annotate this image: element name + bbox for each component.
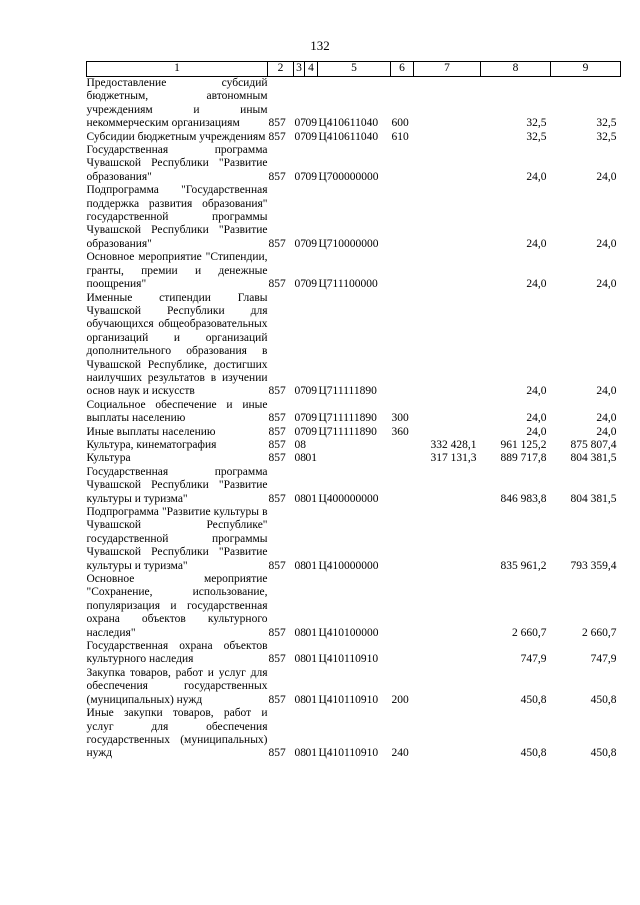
table-row — [87, 292, 621, 399]
row-name: Культура, кинематография — [86, 438, 217, 451]
page-number: 132 — [310, 38, 330, 53]
chapter-code: 857 — [268, 385, 286, 398]
table-row — [87, 131, 621, 144]
amount-col8: 2 660,7 — [512, 626, 547, 639]
row-name: Социальное обеспечение и иные выплаты населению — [86, 398, 268, 425]
section-code: 08 — [294, 626, 306, 639]
row-name: Государственная программа Чувашской Республики "Развитие культуры и туризма" — [86, 465, 268, 505]
amount-col9: 450,8 — [590, 747, 617, 760]
amount-col8: 32,5 — [526, 117, 547, 130]
subsection-code: 01 — [305, 492, 317, 505]
amount-col7 — [414, 506, 481, 573]
row-name: Основное мероприятие "Стипендии, гранты, премии и денежные поощрения" — [86, 251, 268, 291]
amount-col7 — [414, 131, 481, 144]
column-header: 2 — [268, 62, 294, 77]
chapter-code: 857 — [268, 693, 286, 706]
amount-col7 — [414, 144, 481, 184]
target-article-code: Ц711100000 — [318, 278, 378, 291]
row-name: Подпрограмма "Развитие культуры в Чувашской Республике" государственной программы Чувашской Республики "Развитие культуры и туризма" — [86, 506, 268, 572]
amount-col9: 450,8 — [590, 693, 617, 706]
amount-col9: 24,0 — [596, 412, 617, 425]
amount-col8: 24,0 — [526, 385, 547, 398]
table-row — [87, 77, 621, 131]
amount-col8: 24,0 — [526, 237, 547, 250]
table-row — [87, 667, 621, 707]
amount-col9: 24,0 — [596, 385, 617, 398]
subsection-code: 01 — [305, 693, 317, 706]
amount-col7 — [414, 707, 481, 761]
column-header: 6 — [391, 62, 414, 77]
section-code: 08 — [294, 747, 306, 760]
amount-col7 — [414, 292, 481, 399]
section-code: 07 — [294, 237, 306, 250]
chapter-code: 857 — [268, 425, 286, 438]
amount-col9: 804 381,5 — [570, 492, 617, 505]
subsection-code: 01 — [305, 653, 317, 666]
section-code: 07 — [294, 170, 306, 183]
amount-col9: 32,5 — [596, 130, 617, 143]
target-article-code: Ц711111890 — [318, 425, 377, 438]
target-article-code: Ц710000000 — [318, 237, 379, 250]
amount-col7: 332 428,1 — [430, 438, 477, 451]
amount-col9: 2 660,7 — [582, 626, 617, 639]
table-row — [87, 399, 621, 426]
amount-col9: 24,0 — [596, 425, 617, 438]
amount-col8: 32,5 — [526, 130, 547, 143]
expense-type-code: 200 — [391, 693, 409, 706]
expense-type-code — [391, 452, 414, 465]
amount-col8: 889 717,8 — [500, 452, 547, 465]
column-number-header — [87, 62, 621, 77]
column-header: 8 — [481, 62, 551, 77]
subsection-code: 01 — [305, 559, 317, 572]
table-row — [87, 144, 621, 184]
table-row — [87, 439, 621, 452]
target-article-code — [318, 452, 391, 465]
amount-col7 — [414, 573, 481, 640]
section-code: 08 — [294, 438, 306, 451]
amount-col7 — [414, 640, 481, 667]
expense-type-code: 360 — [391, 425, 409, 438]
section-code: 07 — [294, 425, 306, 438]
target-article-code: Ц410000000 — [318, 559, 379, 572]
amount-col8: 24,0 — [526, 278, 547, 291]
table-row — [87, 506, 621, 573]
table-row — [87, 466, 621, 506]
table-row — [87, 707, 621, 761]
column-header: 9 — [551, 62, 621, 77]
amount-col8: 24,0 — [526, 425, 547, 438]
table-row — [87, 251, 621, 291]
row-name: Именные стипендии Главы Чувашской Республики для обучающихся общеобразовательных организаций и организаций дополнительного образования в Чувашской Республике, достигших наилучших результатов в изучении основ наук и искусств — [86, 291, 268, 398]
amount-col8: 24,0 — [526, 170, 547, 183]
expense-type-code — [391, 439, 414, 452]
subsection-code: 01 — [305, 452, 317, 465]
target-article-code: Ц711111890 — [318, 385, 377, 398]
section-code: 08 — [294, 492, 306, 505]
amount-col8: 24,0 — [526, 412, 547, 425]
section-code: 07 — [294, 385, 306, 398]
subsection-code: 09 — [305, 130, 317, 143]
amount-col7 — [414, 426, 481, 439]
subsection-code — [305, 439, 318, 452]
expense-type-code — [391, 506, 414, 573]
row-name: Подпрограмма "Государственная поддержка развития образования" государственной программы Чувашской Республики "Развитие образования" — [86, 184, 268, 250]
expense-type-code — [391, 251, 414, 291]
amount-col7 — [414, 466, 481, 506]
amount-col8: 961 125,2 — [500, 438, 547, 451]
amount-col7 — [414, 251, 481, 291]
amount-col7 — [414, 667, 481, 707]
row-name: Иные закупки товаров, работ и услуг для обеспечения государственных (муниципальных) нужд — [86, 707, 268, 760]
chapter-code: 857 — [268, 130, 286, 143]
subsection-code: 09 — [305, 237, 317, 250]
amount-col9: 24,0 — [596, 278, 617, 291]
chapter-code: 857 — [268, 117, 286, 130]
column-header: 5 — [318, 62, 391, 77]
chapter-code: 857 — [268, 452, 286, 465]
column-header: 3 — [294, 62, 305, 77]
subsection-code: 09 — [305, 425, 317, 438]
subsection-code: 09 — [305, 385, 317, 398]
amount-col9: 24,0 — [596, 170, 617, 183]
chapter-code: 857 — [268, 747, 286, 760]
chapter-code: 857 — [268, 237, 286, 250]
row-name: Государственная программа Чувашской Республики "Развитие образования" — [86, 144, 268, 183]
amount-col9: 32,5 — [596, 117, 617, 130]
target-article-code: Ц410110910 — [318, 693, 379, 706]
chapter-code: 857 — [268, 492, 286, 505]
expense-type-code: 300 — [391, 412, 409, 425]
section-code: 08 — [294, 653, 306, 666]
expense-type-code — [391, 292, 414, 399]
target-article-code: Ц410611040 — [318, 130, 379, 143]
amount-col7 — [414, 184, 481, 251]
table-row — [87, 426, 621, 439]
target-article-code: Ц711111890 — [318, 412, 377, 425]
target-article-code: Ц410100000 — [318, 626, 379, 639]
expense-type-code — [391, 184, 414, 251]
amount-col9: 875 807,4 — [570, 438, 617, 451]
section-code: 08 — [294, 693, 306, 706]
expense-type-code: 240 — [391, 747, 409, 760]
section-code: 07 — [294, 412, 306, 425]
target-article-code: Ц410611040 — [318, 117, 379, 130]
subsection-code: 01 — [305, 747, 317, 760]
amount-col8: 747,9 — [520, 653, 547, 666]
chapter-code: 857 — [268, 438, 286, 451]
target-article-code: Ц700000000 — [318, 170, 379, 183]
subsection-code: 09 — [305, 278, 317, 291]
expense-type-code: 610 — [391, 130, 409, 143]
target-article-code: Ц400000000 — [318, 492, 379, 505]
row-name: Иные выплаты населению — [86, 425, 216, 438]
target-article-code — [318, 439, 391, 452]
amount-col8: 846 983,8 — [500, 492, 547, 505]
chapter-code: 857 — [268, 170, 286, 183]
amount-col8: 450,8 — [520, 693, 547, 706]
column-header: 1 — [87, 62, 268, 77]
target-article-code: Ц410110910 — [318, 653, 379, 666]
chapter-code: 857 — [268, 412, 286, 425]
table-row — [87, 184, 621, 251]
chapter-code: 857 — [268, 559, 286, 572]
amount-col9: 24,0 — [596, 237, 617, 250]
row-name: Предоставление субсидий бюджетным, автономным учреждениям и иным некоммерческим организациям — [86, 77, 268, 130]
section-code: 08 — [294, 452, 306, 465]
column-header: 7 — [414, 62, 481, 77]
chapter-code: 857 — [268, 626, 286, 639]
table-row — [87, 452, 621, 465]
table-row — [87, 573, 621, 640]
subsection-code: 09 — [305, 117, 317, 130]
row-name: Основное мероприятие "Сохранение, использование, популяризация и государственная охрана объектов культурного наследия" — [86, 573, 268, 639]
row-name: Государственная охрана объектов культурного наследия — [86, 640, 268, 666]
column-header: 4 — [305, 62, 318, 77]
expense-type-code: 600 — [391, 117, 409, 130]
row-name: Закупка товаров, работ и услуг для обеспечения государственных (муниципальных) нужд — [86, 666, 268, 706]
amount-col8: 835 961,2 — [500, 559, 547, 572]
budget-table — [86, 61, 621, 761]
subsection-code: 09 — [305, 412, 317, 425]
table-row — [87, 640, 621, 667]
row-name: Культура — [86, 452, 131, 465]
section-code: 08 — [294, 559, 306, 572]
amount-col9: 793 359,4 — [570, 559, 617, 572]
expense-type-code — [391, 640, 414, 667]
row-name: Субсидии бюджетным учреждениям — [86, 130, 266, 143]
section-code: 07 — [294, 278, 306, 291]
section-code: 07 — [294, 117, 306, 130]
amount-col8: 450,8 — [520, 747, 547, 760]
amount-col7 — [414, 77, 481, 131]
expense-type-code — [391, 466, 414, 506]
amount-col7 — [414, 399, 481, 426]
amount-col9: 804 381,5 — [570, 452, 617, 465]
subsection-code: 09 — [305, 170, 317, 183]
amount-col7: 317 131,3 — [430, 452, 477, 465]
expense-type-code — [391, 144, 414, 184]
chapter-code: 857 — [268, 653, 286, 666]
chapter-code: 857 — [268, 278, 286, 291]
subsection-code: 01 — [305, 626, 317, 639]
amount-col9: 747,9 — [590, 653, 617, 666]
section-code: 07 — [294, 130, 306, 143]
target-article-code: Ц410110910 — [318, 747, 379, 760]
expense-type-code — [391, 573, 414, 640]
